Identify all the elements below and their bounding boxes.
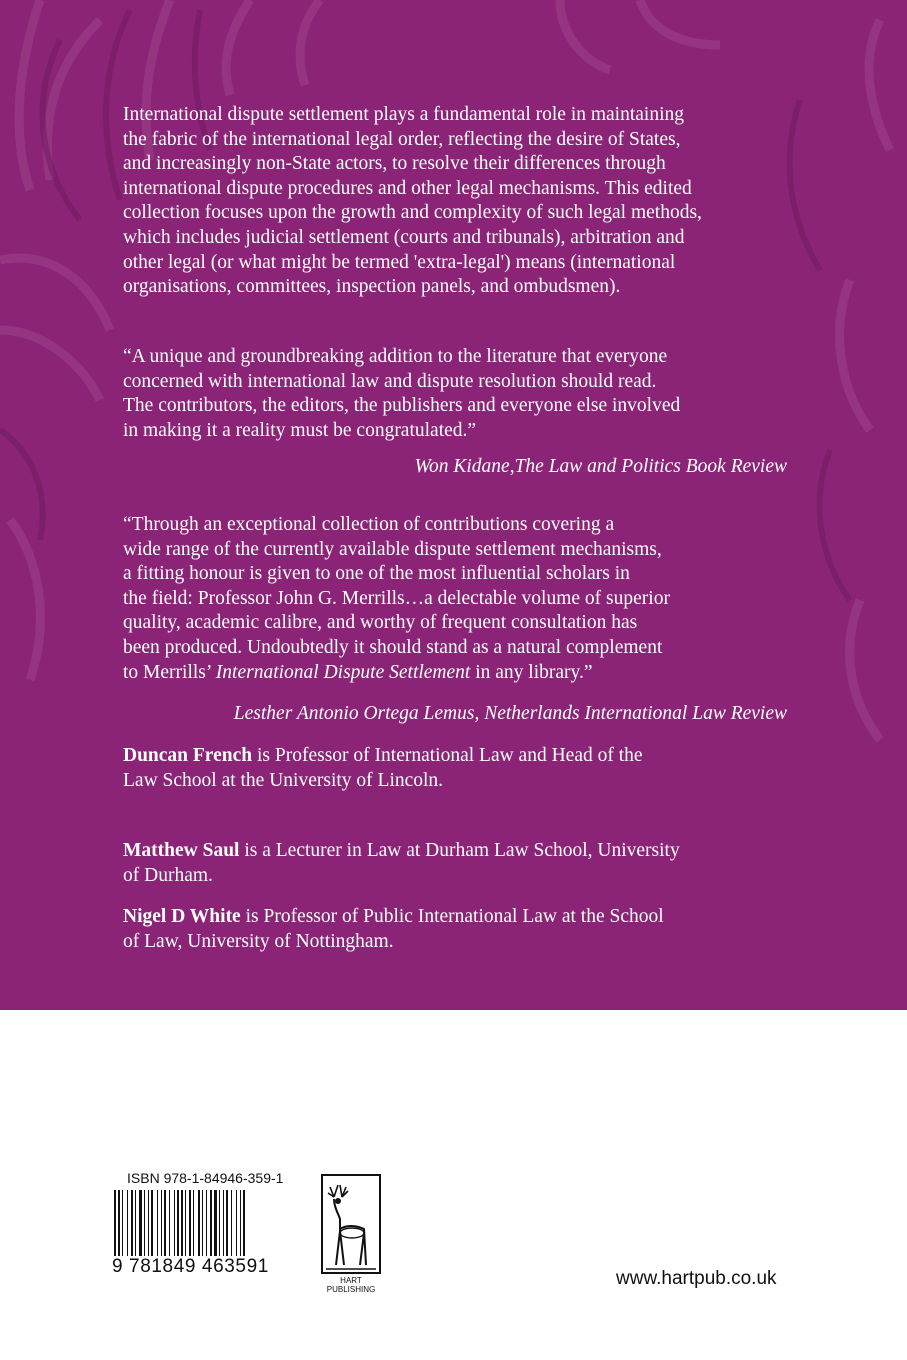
barcode-bar [148, 1190, 149, 1256]
review-line: “Through an exceptional collection of contributions covering a [123, 514, 615, 535]
barcode-bar [169, 1190, 170, 1256]
barcode-bar [198, 1190, 200, 1256]
blurb-paragraph [123, 103, 803, 300]
barcode-bar [231, 1190, 232, 1256]
review-2-attribution: Lesther Antonio Ortega Lemus, Netherlands International Law Review [233, 703, 787, 724]
review-quote-2 [123, 513, 803, 685]
barcode-bar [236, 1190, 237, 1256]
barcode-bar [127, 1190, 128, 1256]
barcode-bar [157, 1190, 158, 1256]
barcode-bar [131, 1190, 133, 1256]
barcode-bar [151, 1190, 153, 1256]
blurb-line: organisations, committees, inspection panels, and ombudsmen). [123, 276, 621, 298]
review-line: concerned with international law and dispute resolution should read. [123, 370, 657, 392]
blurb-line: which includes judicial settlement (courts and tribunals), arbitration and [123, 226, 685, 248]
review-line: quality, academic calibre, and worthy of frequent consultation has [123, 612, 638, 634]
barcode-bar [181, 1190, 183, 1256]
editor-bio-text: of Durham. [123, 865, 213, 886]
barcode-bar [223, 1190, 224, 1256]
publisher-website[interactable]: www.hartpub.co.uk [616, 1268, 777, 1289]
blurb-line: collection focuses upon the growth and complexity of such legal methods, [123, 202, 702, 224]
barcode-bar [135, 1190, 136, 1256]
barcode-bar [206, 1190, 207, 1256]
editor-name: Matthew Saul [123, 840, 240, 861]
barcode-bar [243, 1190, 245, 1256]
review-line: wide range of the currently available dispute settlement mechanisms, [123, 538, 662, 560]
barcode-bar [177, 1190, 179, 1256]
review-line: a fitting honour is given to one of the most influential scholars in [123, 563, 630, 585]
isbn-barcode [112, 1170, 312, 1295]
barcode-bar [174, 1190, 175, 1256]
barcode-bar [161, 1190, 162, 1256]
barcode-bar [240, 1190, 241, 1256]
review-line-prefix: to Merrills’ [123, 661, 216, 683]
barcode-bar [139, 1190, 142, 1256]
editor-name: Nigel D White [123, 906, 241, 927]
barcode-bar [193, 1190, 194, 1256]
editor-bio-text: is a Lecturer in Law at Durham Law School, University [239, 840, 680, 861]
barcode-digits: 9 781849 463591 [112, 1256, 269, 1277]
editor-bio-matthew-saul [123, 838, 803, 888]
reviewed-book-title: International Dispute Settlement [215, 661, 471, 683]
editor-name: Duncan French [123, 745, 253, 766]
editor-bio-text: is Professor of International Law and Head of the [252, 745, 643, 766]
isbn-number: ISBN 978-1-84946-359-1 [127, 1170, 284, 1186]
editor-bio-nigel-white [123, 904, 803, 954]
barcode-bars [112, 1190, 310, 1260]
barcode-bar [185, 1190, 186, 1256]
review-line-suffix: in any library.” [470, 661, 593, 683]
editor-bio-text: is Professor of Public International Law at the School [240, 906, 664, 927]
barcode-bar [189, 1190, 191, 1256]
editor-bio-text: Law School at the University of Lincoln. [123, 770, 444, 791]
barcode-bar [144, 1190, 145, 1256]
barcode-bar [164, 1190, 166, 1256]
blurb-line: and increasingly non-State actors, to resolve their differences through [123, 153, 666, 175]
review-quote-1 [123, 345, 803, 443]
editor-bio-text: of Law, University of Nottingham. [123, 931, 394, 952]
torn-edge-divider [0, 985, 907, 1025]
blurb-line: other legal (or what might be termed 'extra-legal') means (international [123, 251, 676, 273]
barcode-bar [114, 1190, 116, 1256]
logo-text-publishing: PUBLISHING [326, 1285, 376, 1294]
barcode-bar [214, 1190, 217, 1256]
review-line: in making it a reality must be congratulated.” [123, 419, 477, 441]
blurb-line: the fabric of the international legal order, reflecting the desire of States, [123, 128, 681, 150]
barcode-bar [118, 1190, 120, 1256]
review-line: been produced. Undoubtedly it should stand as a natural complement [123, 636, 663, 658]
barcode-bar [210, 1190, 212, 1256]
hart-publishing-wordmark [320, 1276, 382, 1294]
blurb-line: international dispute procedures and other legal mechanisms. This edited [123, 177, 692, 199]
review-line: “A unique and groundbreaking addition to the literature that everyone [123, 346, 668, 367]
blurb-line: International dispute settlement plays a fundamental role in maintaining [123, 104, 685, 125]
barcode-bar [219, 1190, 220, 1256]
review-1-attribution: Won Kidane,The Law and Politics Book Review [414, 456, 787, 477]
logo-text-hart: HART [340, 1276, 362, 1285]
barcode-bar [226, 1190, 228, 1256]
barcode-bar [202, 1190, 203, 1256]
editor-bio-duncan-french [123, 743, 803, 793]
review-line: the field: Professor John G. Merrills…a delectable volume of superior [123, 587, 670, 609]
review-line: The contributors, the editors, the publishers and everyone else involved [123, 395, 681, 417]
barcode-bar [122, 1190, 123, 1256]
